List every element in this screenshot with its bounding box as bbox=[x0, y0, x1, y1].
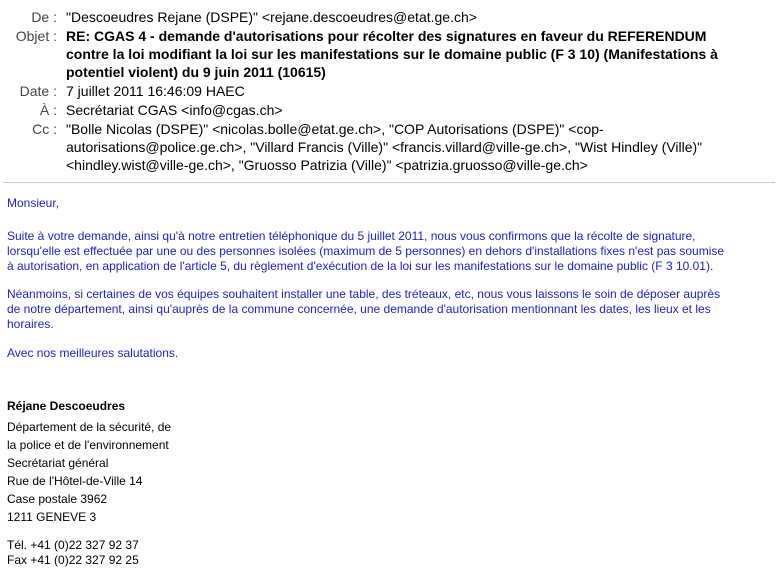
subject-line: potentiel violent) du 9 juin 2011 (10615) bbox=[66, 64, 326, 80]
signature-line: Case postale 3962 bbox=[7, 492, 108, 506]
date-row bbox=[0, 82, 784, 100]
signature-line: 1211 GENEVE 3 bbox=[7, 510, 97, 524]
cc-line: autorisations@police.ge.ch>, "Villard Francis (Ville)" <francis.villard@ville-ge.ch>, "Wist Hindley (Ville)" bbox=[66, 139, 703, 155]
from-label: De : bbox=[31, 9, 57, 25]
spacer bbox=[7, 526, 407, 538]
paragraph-line: horaires. bbox=[7, 317, 54, 331]
paragraph-line: de notre département, ainsi qu'auprès de la commune concernée, une demande d'autorisation mentionnant les dates, les lieux et les bbox=[7, 302, 711, 316]
cc-value[interactable] bbox=[66, 120, 774, 174]
signature-block bbox=[7, 397, 407, 568]
signature-line: Département de la sécurité, de bbox=[7, 420, 172, 434]
paragraph-line: Néanmoins, si certaines de vos équipes souhaitent installer une table, des tréteaux, etc, nous vous laissons le soin de déposer auprès bbox=[7, 287, 721, 301]
greeting: Monsieur, bbox=[7, 196, 60, 210]
signature-line: Secrétariat général bbox=[7, 456, 109, 470]
date-value: 7 juillet 2011 16:46:09 HAEC bbox=[66, 83, 245, 99]
paragraph-request bbox=[7, 229, 724, 274]
signature-line: la police et de l'environnement bbox=[7, 438, 169, 452]
cc-label: Cc : bbox=[32, 121, 57, 137]
closing: Avec nos meilleures salutations. bbox=[7, 346, 179, 360]
signature-fax: Fax +41 (0)22 327 92 25 bbox=[7, 553, 139, 567]
to-row bbox=[0, 101, 784, 119]
date-label: Date : bbox=[19, 83, 57, 99]
signature-phone: Tél. +41 (0)22 327 92 37 bbox=[7, 538, 139, 552]
from-value[interactable]: "Descoeudres Rejane (DSPE)" <rejane.descoeudres@etat.ge.ch> bbox=[66, 9, 477, 25]
cc-line: "Bolle Nicolas (DSPE)" <nicolas.bolle@etat.ge.ch>, "COP Autorisations (DSPE)" <cop- bbox=[66, 121, 604, 137]
paragraph-line: à autorisation, en application de l'article 5, du règlement d'exécution de la loi sur les manifestations sur le domaine public (F 3 10.01). bbox=[7, 259, 714, 273]
email-header bbox=[0, 8, 784, 174]
from-row bbox=[0, 8, 784, 26]
paragraph-teams bbox=[7, 287, 720, 332]
to-value[interactable]: Secrétariat CGAS <info@cgas.ch> bbox=[66, 102, 283, 118]
cc-row bbox=[0, 120, 784, 174]
subject-row bbox=[0, 27, 784, 81]
signature-name: Réjane Descoeudres bbox=[7, 399, 126, 413]
subject-line: RE: CGAS 4 - demande d'autorisations pour récolter des signatures en faveur du REFERENDUM bbox=[66, 28, 707, 44]
subject-value bbox=[66, 27, 774, 81]
subject-line: contre la loi modifiant la loi sur les manifestations sur le domaine public (F 3 10) (Manifestations à bbox=[66, 46, 718, 62]
paragraph-line: lorsqu'elle est effectuée par une ou des personnes isolées (maximum de 5 personnes) en dehors d'installations fixes n'est pas soumise bbox=[7, 244, 725, 258]
to-label: À : bbox=[39, 102, 57, 118]
cc-line: <hindley.wist@ville-ge.ch>, "Gruosso Patrizia (Ville)" <patrizia.gruosso@ville-ge.ch> bbox=[66, 157, 588, 173]
paragraph-line: Suite à votre demande, ainsi qu'à notre entretien téléphonique du 5 juillet 2011, nous vous confirmons que la récolte de signature, bbox=[7, 229, 696, 243]
signature-line: Rue de l'Hôtel-de-Ville 14 bbox=[7, 474, 143, 488]
header-divider bbox=[3, 182, 775, 183]
subject-label: Objet : bbox=[15, 28, 57, 44]
